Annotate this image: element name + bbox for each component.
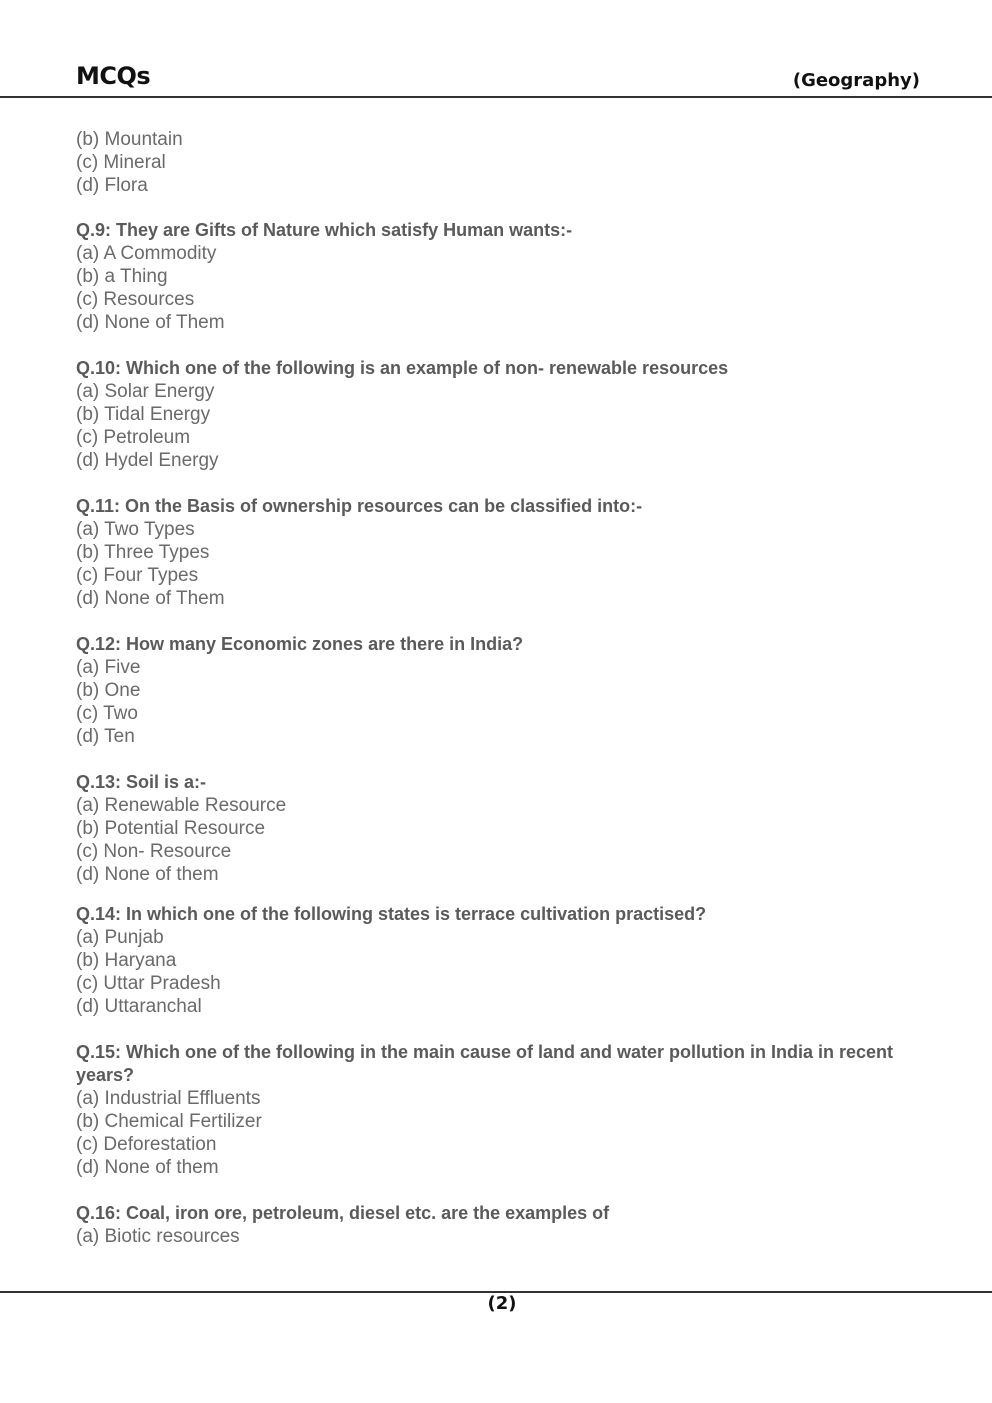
- option: (b) Tidal Energy: [76, 404, 211, 425]
- option: (d) None of Them: [76, 588, 225, 609]
- option: (c) Non- Resource: [76, 841, 232, 862]
- option: (a) Punjab: [76, 927, 164, 948]
- option: (c) Uttar Pradesh: [76, 973, 221, 994]
- option: (d) None of them: [76, 1157, 219, 1178]
- option: (a) Renewable Resource: [76, 795, 287, 816]
- option: (b) Potential Resource: [76, 818, 266, 839]
- option: (d) Hydel Energy: [76, 450, 219, 471]
- option: (b) Haryana: [76, 950, 177, 971]
- option: (a) Five: [76, 657, 141, 678]
- subject-label: (Geography): [792, 70, 920, 91]
- option: (b) Three Types: [76, 542, 210, 563]
- question-block: [76, 903, 936, 1018]
- question-block: [76, 357, 936, 472]
- option: (b) a Thing: [76, 266, 168, 287]
- question-text: Q.12: How many Economic zones are there in India?: [76, 634, 524, 654]
- option: (b) One: [76, 680, 141, 701]
- continued-options: [76, 128, 936, 197]
- option: (c) Four Types: [76, 565, 199, 586]
- option: (d) Flora: [76, 175, 148, 196]
- question-text: Q.13: Soil is a:-: [76, 772, 207, 792]
- option: (a) Biotic resources: [76, 1226, 240, 1247]
- option: (b) Mountain: [76, 129, 183, 150]
- option: (c) Deforestation: [76, 1134, 217, 1155]
- option: (a) Solar Energy: [76, 381, 215, 402]
- question-text: Q.10: Which one of the following is an example of non- renewable resources: [76, 358, 729, 378]
- question-block: [76, 495, 936, 610]
- option: (b) Chemical Fertilizer: [76, 1111, 262, 1132]
- question-block: [76, 1041, 936, 1179]
- question-block: [76, 1202, 936, 1248]
- option: (d) Uttaranchal: [76, 996, 202, 1017]
- document-title: MCQs: [76, 62, 151, 90]
- option: (a) Industrial Effluents: [76, 1088, 261, 1109]
- option: (d) None of them: [76, 864, 219, 885]
- option: (c) Mineral: [76, 152, 166, 173]
- question-text: Q.14: In which one of the following states is terrace cultivation practised?: [76, 904, 707, 924]
- option: (c) Resources: [76, 289, 195, 310]
- question-block: [76, 633, 936, 748]
- question-text: Q.16: Coal, iron ore, petroleum, diesel etc. are the examples of: [76, 1203, 610, 1223]
- option: (c) Two: [76, 703, 138, 724]
- option: (d) Ten: [76, 726, 135, 747]
- question-text: Q.9: They are Gifts of Nature which satisfy Human wants:-: [76, 220, 573, 240]
- question-text: Q.15: Which one of the following in the main cause of land and water pollution in India in recent years?: [76, 1042, 894, 1085]
- question-block: [76, 219, 936, 334]
- page-number: (2): [487, 1293, 517, 1314]
- option: (c) Petroleum: [76, 427, 191, 448]
- option: (d) None of Them: [76, 312, 225, 333]
- question-text: Q.11: On the Basis of ownership resources can be classified into:-: [76, 496, 643, 516]
- option: (a) Two Types: [76, 519, 195, 540]
- header-divider: [0, 96, 992, 98]
- option: (a) A Commodity: [76, 243, 217, 264]
- question-block: [76, 771, 936, 886]
